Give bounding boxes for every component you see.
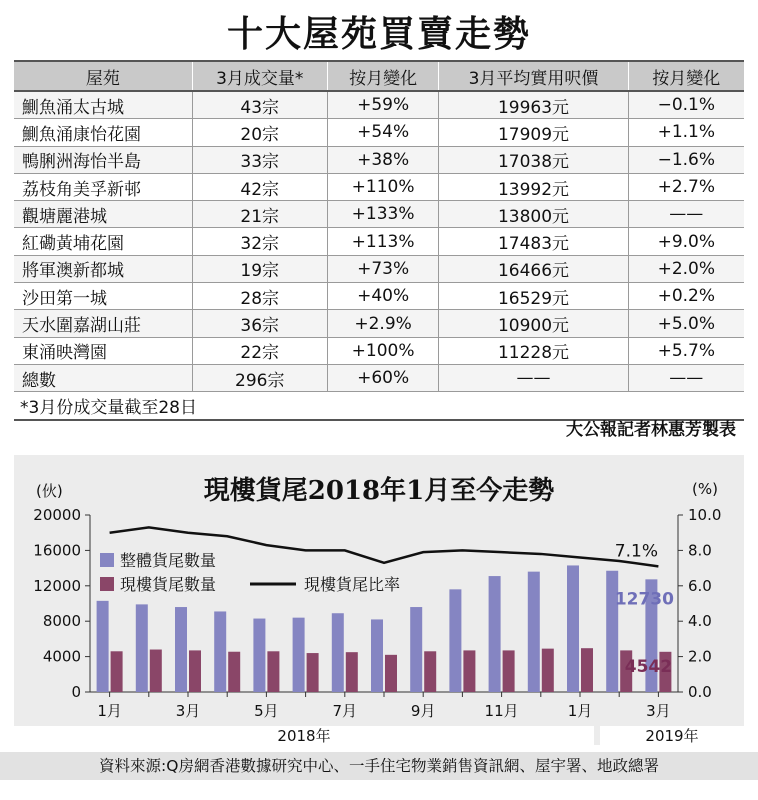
table-cell: 28宗 (192, 283, 327, 310)
table-cell: 將軍澳新都城 (14, 255, 192, 282)
table-cell: 13992元 (439, 173, 628, 200)
bar-completed-8 (385, 655, 397, 692)
table-cell: +40% (327, 283, 439, 310)
x-tick-label: 11月 (484, 702, 519, 720)
table-cell: 荔枝角美孚新邨 (14, 173, 192, 200)
legend-label-ratio: 現樓貨尾比率 (304, 575, 401, 594)
table-note: *3月份成交量截至28日 (14, 392, 744, 420)
table-cell: +60% (327, 364, 439, 391)
table-cell: +133% (327, 201, 439, 228)
bar-completed-4 (228, 652, 240, 692)
table-cell: −0.1% (628, 91, 744, 119)
header-price-change: 按月變化 (628, 61, 744, 91)
header-volume-change: 按月變化 (327, 61, 439, 91)
table-cell: —— (439, 364, 628, 391)
x-tick-label: 7月 (332, 702, 358, 720)
table-cell: 16466元 (439, 255, 628, 282)
header-estate: 屋苑 (14, 61, 192, 91)
left-tick-label: 0 (71, 683, 81, 701)
table-cell: 天水圍嘉湖山莊 (14, 310, 192, 337)
table-cell: +5.7% (628, 337, 744, 364)
bar-completed-3 (189, 650, 201, 692)
x-tick-label: 1月 (97, 702, 122, 720)
left-axis-unit: (伙) (36, 482, 63, 500)
table-cell: 20宗 (192, 119, 327, 146)
table-cell: —— (628, 201, 744, 228)
table-cell: 22宗 (192, 337, 327, 364)
table-cell: −1.6% (628, 146, 744, 173)
bar-completed-9 (424, 651, 436, 692)
x-tick-label: 1月 (567, 702, 593, 720)
table-cell: 33宗 (192, 146, 327, 173)
table-cell: +9.0% (628, 228, 744, 255)
right-tick-label: 2.0 (688, 647, 712, 666)
table-cell: —— (628, 364, 744, 391)
bar-completed-7 (346, 652, 358, 692)
bar-total-12 (528, 572, 540, 692)
bar-completed-1 (111, 651, 123, 692)
left-tick-label: 12000 (33, 576, 81, 595)
table-cell: 296宗 (192, 364, 327, 391)
table-cell: 沙田第一城 (14, 283, 192, 310)
table-cell: +2.7% (628, 173, 744, 200)
left-tick-label: 8000 (42, 612, 81, 631)
table-cell: +54% (327, 119, 439, 146)
bar-total-3 (175, 607, 187, 692)
x-tick-label: 9月 (410, 702, 436, 720)
left-tick-label: 20000 (33, 506, 81, 524)
table-cell: +110% (327, 173, 439, 200)
table-cell: 11228元 (439, 337, 628, 364)
annotation-ratio: 7.1% (614, 541, 659, 562)
table-cell: +1.1% (628, 119, 744, 146)
table-cell: 16529元 (439, 283, 628, 310)
left-tick-label: 16000 (33, 541, 81, 560)
year-label-2019: 2019年 (600, 726, 744, 746)
year-label-2018: 2018年 (14, 726, 594, 746)
table-credit: 大公報記者林惠芳製表 (566, 420, 736, 440)
table-cell: +59% (327, 91, 439, 119)
table-cell: 17909元 (439, 119, 628, 146)
table-cell: 鴨脷洲海怡半島 (14, 146, 192, 173)
table-cell: 17483元 (439, 228, 628, 255)
bar-total-2 (136, 604, 148, 692)
bar-total-5 (253, 619, 265, 692)
bar-completed-12 (542, 649, 554, 692)
table-cell: 42宗 (192, 173, 327, 200)
bar-total-11 (489, 576, 501, 692)
data-source: 資料來源:Q房網香港數據研究中心、一手住宅物業銷售資訊網、屋宇署、地政總署 (0, 752, 758, 780)
chart-title: 現樓貨尾2018年1月至今走勢 (203, 476, 555, 506)
bar-total-7 (332, 613, 344, 692)
x-tick-label: 3月 (646, 702, 671, 720)
table-cell: 36宗 (192, 310, 327, 337)
table-cell: +100% (327, 337, 439, 364)
table-cell: +38% (327, 146, 439, 173)
right-tick-label: 8.0 (688, 541, 712, 560)
table-cell: +113% (327, 228, 439, 255)
table-cell: +73% (327, 255, 439, 282)
table-cell: 19963元 (439, 91, 628, 119)
table-cell: 觀塘麗港城 (14, 201, 192, 228)
table-cell: 19宗 (192, 255, 327, 282)
bar-completed-13 (581, 648, 593, 692)
table-cell: 鰂魚涌太古城 (14, 91, 192, 119)
x-tick-label: 3月 (175, 702, 201, 720)
bar-completed-11 (503, 650, 515, 692)
bar-completed-5 (267, 651, 279, 692)
bar-completed-10 (463, 650, 475, 692)
left-tick-label: 4000 (42, 647, 81, 666)
bar-completed-6 (307, 653, 319, 692)
bar-total-6 (293, 618, 305, 692)
table-cell: +5.0% (628, 310, 744, 337)
table-cell: 10900元 (439, 310, 628, 337)
right-tick-label: 10.0 (688, 506, 722, 524)
bar-total-13 (567, 565, 579, 692)
table-cell: 東涌映灣園 (14, 337, 192, 364)
table-cell: 17038元 (439, 146, 628, 173)
table-cell: 總數 (14, 364, 192, 391)
right-tick-label: 6.0 (688, 576, 712, 595)
table-cell: +2.0% (628, 255, 744, 282)
annotation-total: 12730 (614, 589, 674, 610)
legend-swatch-completed (100, 577, 114, 591)
right-tick-label: 4.0 (688, 612, 712, 631)
right-tick-label: 0.0 (688, 683, 712, 701)
page-title: 十大屋苑買賣走勢 (226, 13, 531, 55)
bar-total-8 (371, 619, 383, 692)
header-price: 3月平均實用呎價 (439, 61, 628, 91)
legend-label-total: 整體貨尾數量 (120, 551, 217, 570)
table-cell: 21宗 (192, 201, 327, 228)
table-cell: 43宗 (192, 91, 327, 119)
bar-completed-2 (150, 650, 162, 692)
bar-total-9 (410, 607, 422, 692)
x-tick-label: 5月 (254, 702, 279, 720)
table-cell: 32宗 (192, 228, 327, 255)
header-volume: 3月成交量* (192, 61, 327, 91)
annotation-completed: 4542 (624, 656, 673, 677)
legend-swatch-total (100, 553, 114, 567)
bar-total-1 (97, 601, 109, 692)
bar-total-4 (214, 611, 226, 692)
bar-total-10 (449, 589, 461, 692)
table-cell: +0.2% (628, 283, 744, 310)
table-cell: 紅磡黃埔花園 (14, 228, 192, 255)
right-axis-unit: (%) (692, 480, 718, 498)
table-cell: +2.9% (327, 310, 439, 337)
table-cell: 13800元 (439, 201, 628, 228)
legend-label-completed: 現樓貨尾數量 (120, 575, 217, 594)
table-cell: 鰂魚涌康怡花園 (14, 119, 192, 146)
